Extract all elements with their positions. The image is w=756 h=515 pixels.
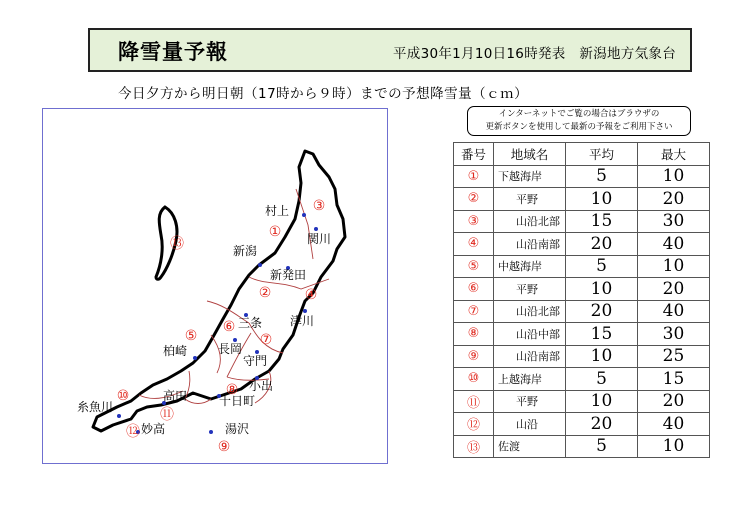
average-snowfall: 5: [566, 255, 638, 278]
region-name: 平野: [494, 188, 566, 211]
region-number: ⑥: [454, 278, 494, 301]
city-label: 長岡: [218, 342, 243, 356]
column-header-max: 最大: [638, 143, 710, 166]
issued-info: 平成30年1月10日16時発表 新潟地方気象台: [392, 46, 676, 62]
max-snowfall: 30: [638, 210, 710, 233]
region-number-2: ②: [258, 285, 272, 301]
city-label: 柏崎: [163, 344, 188, 358]
table-row: [454, 300, 710, 323]
city-label: 村上: [265, 204, 290, 218]
region-number-13: ⑬: [170, 236, 184, 252]
station-murakami: [302, 213, 306, 217]
table-row: [454, 255, 710, 278]
city-label: 小出: [249, 379, 274, 393]
snowfall-table: [453, 142, 710, 458]
table-row: [454, 278, 710, 301]
city-label: 新発田: [270, 268, 307, 282]
max-snowfall: 10: [638, 435, 710, 458]
region-number: ⑤: [454, 255, 494, 278]
region-number-8: ⑧: [225, 382, 239, 398]
region-name: 平野: [494, 390, 566, 413]
region-number-4: ④: [304, 287, 318, 303]
region-number: ④: [454, 233, 494, 256]
column-header-number: 番号: [454, 143, 494, 166]
table-row: [454, 210, 710, 233]
average-snowfall: 10: [566, 390, 638, 413]
table-row: [454, 323, 710, 346]
column-header-area: 地域名: [494, 143, 566, 166]
region-number-5: ⑤: [184, 328, 198, 344]
city-label: 新潟: [233, 244, 258, 258]
max-snowfall: 25: [638, 345, 710, 368]
region-name: 山沿南部: [494, 233, 566, 256]
notice-line-1: インターネットでご覧の場合はブラウザの: [498, 109, 660, 119]
region-number-9: ⑨: [217, 439, 231, 455]
region-name: 中越海岸: [494, 255, 566, 278]
region-name: 山沿北部: [494, 300, 566, 323]
map-canvas: [43, 109, 389, 465]
average-snowfall: 5: [566, 368, 638, 391]
average-snowfall: 10: [566, 188, 638, 211]
region-name: 佐渡: [494, 435, 566, 458]
table-header-row: [454, 143, 710, 166]
max-snowfall: 20: [638, 278, 710, 301]
city-label: 妙高: [141, 422, 166, 436]
station-niigata: [258, 263, 262, 267]
average-snowfall: 15: [566, 210, 638, 233]
city-label: 糸魚川: [77, 400, 114, 414]
region-number-11: ⑪: [160, 407, 174, 423]
max-snowfall: 30: [638, 323, 710, 346]
city-label: 高田: [163, 389, 188, 403]
table-row: [454, 233, 710, 256]
region-name: 下越海岸: [494, 165, 566, 188]
region-number-1: ①: [268, 224, 282, 240]
table-body: [454, 165, 710, 458]
table-row: [454, 368, 710, 391]
table-row: [454, 165, 710, 188]
region-number: ③: [454, 210, 494, 233]
forecast-header: [88, 28, 692, 72]
region-number: ⑩: [454, 368, 494, 391]
max-snowfall: 40: [638, 233, 710, 256]
region-name: 平野: [494, 278, 566, 301]
niigata-map: [42, 108, 388, 464]
region-number: ⑬: [454, 435, 494, 458]
region-number-10: ⑩: [116, 388, 130, 404]
max-snowfall: 20: [638, 390, 710, 413]
region-name: 山沿中部: [494, 323, 566, 346]
city-label: 十日町: [219, 394, 256, 408]
city-label: 三条: [238, 316, 263, 330]
station-yuzawa: [209, 430, 213, 434]
max-snowfall: 40: [638, 413, 710, 436]
region-number: ⑪: [454, 390, 494, 413]
city-label: 関川: [307, 232, 332, 246]
column-header-average: 平均: [566, 143, 638, 166]
average-snowfall: 10: [566, 345, 638, 368]
average-snowfall: 5: [566, 165, 638, 188]
station-itoigawa: [117, 414, 121, 418]
city-label: 守門: [243, 354, 268, 368]
table-row: [454, 390, 710, 413]
browser-refresh-notice: [467, 106, 691, 136]
forecast-subtitle: 今日夕方から明日朝（17時から９時）までの予想降雪量（ｃｍ）: [118, 86, 529, 102]
region-number: ⑨: [454, 345, 494, 368]
region-number-6: ⑥: [222, 319, 236, 335]
region-number: ⑦: [454, 300, 494, 323]
max-snowfall: 10: [638, 165, 710, 188]
max-snowfall: 10: [638, 255, 710, 278]
average-snowfall: 15: [566, 323, 638, 346]
region-number-7: ⑦: [259, 332, 273, 348]
region-number-12: ⑫: [126, 424, 140, 440]
page-title: 降雪量予報: [118, 40, 228, 64]
region-number: ⑧: [454, 323, 494, 346]
average-snowfall: 20: [566, 413, 638, 436]
average-snowfall: 10: [566, 278, 638, 301]
table-row: [454, 188, 710, 211]
average-snowfall: 5: [566, 435, 638, 458]
city-label: 湯沢: [225, 422, 250, 436]
max-snowfall: 40: [638, 300, 710, 323]
station-kashiwazaki: [193, 356, 197, 360]
region-number: ①: [454, 165, 494, 188]
region-name: 山沿北部: [494, 210, 566, 233]
average-snowfall: 20: [566, 300, 638, 323]
region-number: ②: [454, 188, 494, 211]
max-snowfall: 20: [638, 188, 710, 211]
table-row: [454, 435, 710, 458]
max-snowfall: 15: [638, 368, 710, 391]
city-label: 津川: [290, 314, 315, 328]
station-sekikawa: [314, 227, 318, 231]
region-number: ⑫: [454, 413, 494, 436]
average-snowfall: 20: [566, 233, 638, 256]
notice-line-2: 更新ボタンを使用して最新の予報をご利用下さい: [485, 122, 673, 132]
station-tsugawa: [303, 309, 307, 313]
region-name: 山沿: [494, 413, 566, 436]
table-row: [454, 413, 710, 436]
region-number-3: ③: [312, 198, 326, 214]
region-name: 山沿南部: [494, 345, 566, 368]
region-name: 上越海岸: [494, 368, 566, 391]
table-row: [454, 345, 710, 368]
